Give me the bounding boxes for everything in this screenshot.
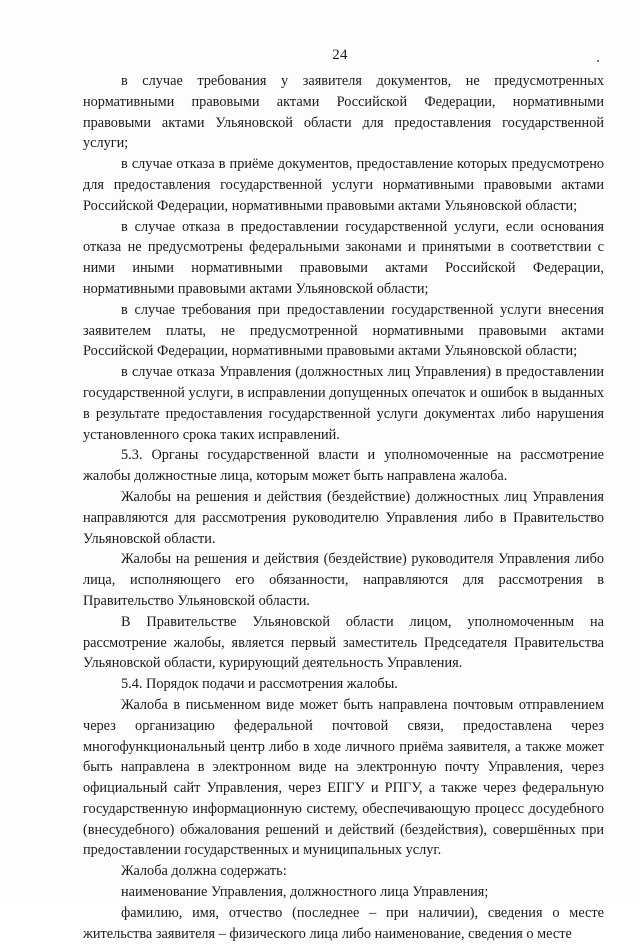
document-body <box>83 71 604 944</box>
paragraph-refusal-service: в случае отказа в предоставлении государственной услуги, если основания отказа не предусмотрены федеральными законами и принятыми в соответствии с ними иными нормативными правовыми актами Российской Федерации, нормативными правовыми актами Ульяновской области; <box>83 218 604 297</box>
paragraph-payment-requirement: в случае требования при предоставлении государственной услуги внесения заявителем платы, не предусмотренной нормативными правовыми актами Российской Федерации, нормативными правовыми актами Ульяновской области; <box>83 301 604 360</box>
paragraph-complaints-head: Жалобы на решения и действия (бездействие) руководителя Управления либо лица, исполняющего его обязанности, направляются для рассмотрения в Правительство Ульяновской области. <box>83 551 604 609</box>
paragraph-complaints-officials: Жалобы на решения и действия (бездействие) должностных лиц Управления направляются для рассмотрения руководителю Управления либо в Правительство Ульяновской области. <box>83 488 604 547</box>
paragraph-section-5-4: 5.4. Порядок подачи и рассмотрения жалобы. <box>121 676 398 693</box>
paragraph-refusal-acceptance: в случае отказа в приёме документов, предоставление которых предусмотрено для предоставления государственной услуги нормативными правовыми актами Российской Федерации, нормативными правовыми актами Ульяновской области; <box>83 156 604 214</box>
paragraph-contents-fio: фамилию, имя, отчество (последнее – при наличии), сведения о месте жительства заявителя – физического лица либо наименование, сведения о месте <box>83 904 604 942</box>
paragraph-complaint-contents: Жалоба должна содержать: <box>121 863 287 880</box>
paragraph-contents-name: наименование Управления, должностного лица Управления; <box>121 884 489 901</box>
paragraph-requirement-documents: в случае требования у заявителя документов, не предусмотренных нормативными правовыми актами Российской Федерации, нормативными правовыми актами Ульяновской области для предоставления государственной услуги; <box>83 73 604 152</box>
paragraph-authorized-person: В Правительстве Ульяновской области лицом, уполномоченным на рассмотрение жалобы, является первый заместитель Председателя Правительства Ульяновской области, курирующий деятельность Управления. <box>83 613 604 672</box>
page-number: 24 <box>332 47 348 63</box>
paragraph-section-5-3: 5.3. Органы государственной власти и уполномоченные на рассмотрение жалобы должностные лица, которым может быть направлена жалоба. <box>83 447 604 485</box>
scan-speck <box>597 60 599 62</box>
paragraph-refusal-corrections: в случае отказа Управления (должностных лиц Управления) в предоставлении государственной услуги, в исправлении допущенных опечаток и ошибок в выданных в результате предоставления государственной услуги документах либо нарушения установленного срока таких исправлений. <box>83 364 604 443</box>
paragraph-complaint-submission: Жалоба в письменном виде может быть направлена почтовым отправлением через организацию федеральной почтовой связи, предоставлена через многофункциональный центр либо в ходе личного приёма заявителя, а также может быть направлена в электронном виде на электронную почту Управления, через официальный сайт Управления, через ЕПГУ и РПГУ, а также через федеральную государственную информационную систему, обеспечивающую процесс досудебного (внесудебного) обжалования решений и действий (бездействия), совершённых при предоставлении государственных и муниципальных услуг. <box>83 696 604 859</box>
